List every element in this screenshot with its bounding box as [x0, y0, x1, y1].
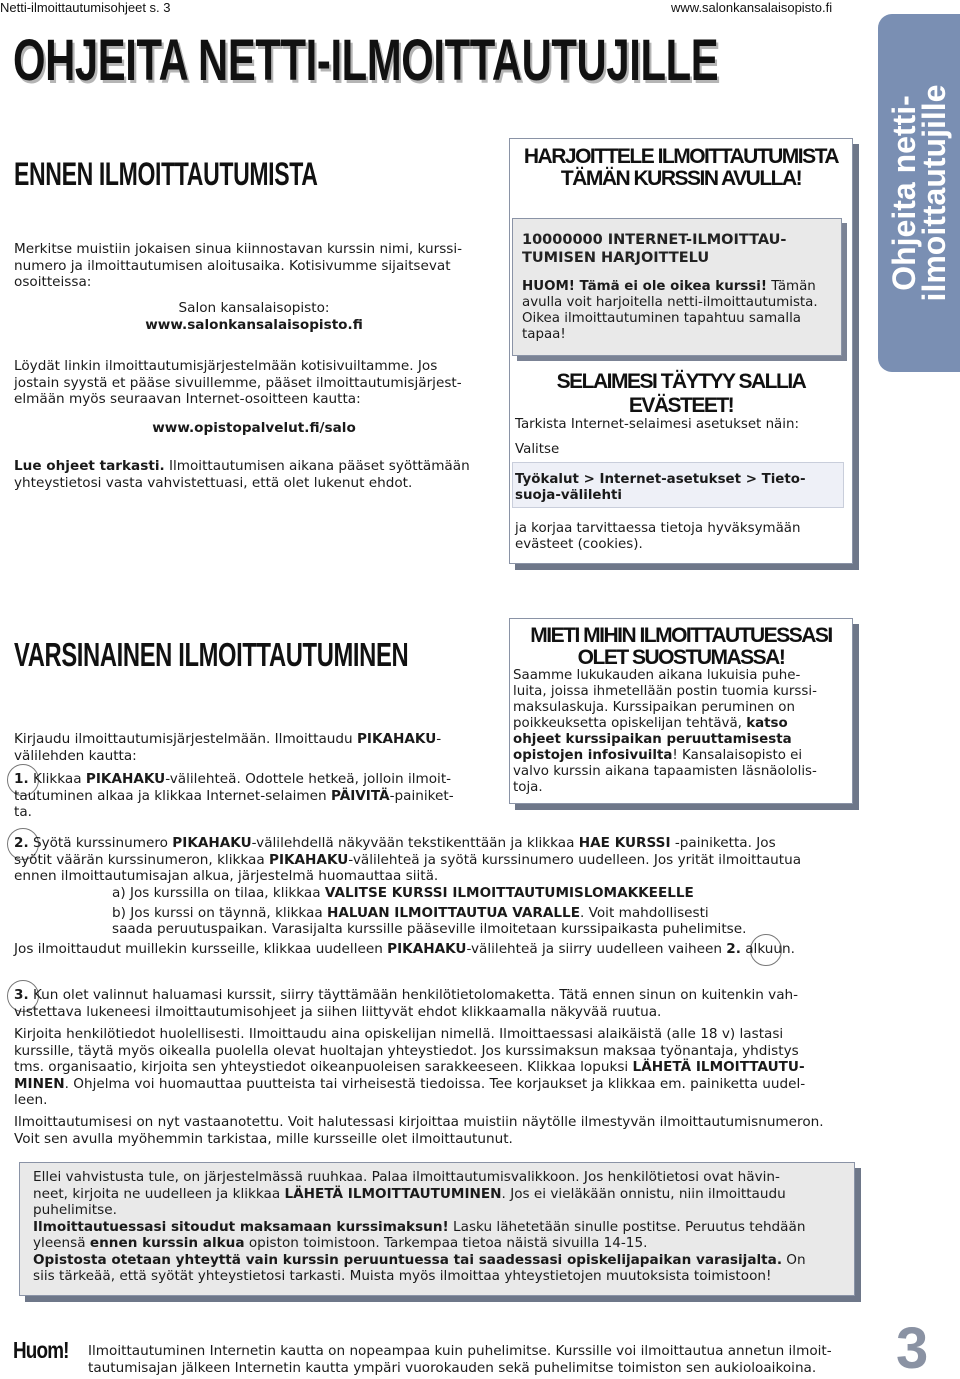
practice-heading: HARJOITTELE ILMOITTAUTUMISTA TÄMÄN KURSSIN AVULLA! — [523, 145, 839, 190]
before-intro: Merkitse muistiin jokaisen sinua kiinnostavan kurssin nimi, kurssi- numero ja ilmoittautumisen aloitusaika. Kotisivumme sijaitsevat osoitteissa: — [14, 241, 463, 290]
step-2: 2. Syötä kurssinumero PIKAHAKU-välilehdellä näkyvään tekstikenttään ja klikkaa HAE KURSSI -painiketta. Jos syötit väärän kurssinumeron, klikkaa PIKAHAKU-välilehteä ja syötä kurssinumero uudelleen. Jos yrität ilmoittautua ennen ilmoittautumisajan alkua, järjestelmä huomauttaa siitä. — [14, 835, 802, 884]
cookie-choose: Valitse — [515, 442, 560, 457]
practice-course: 10000000 INTERNET-ILMOITTAU- TUMISEN HARJOITTELU — [522, 232, 787, 266]
site-info: Salon kansalaisopisto: www.salonkansalaisopisto.fi — [145, 300, 363, 333]
think-text: Saamme lukukauden aikana lukuisia puhe- luita, joissa ihmetellään postin tuomia kurssi- maksulaskuja. Kurssipaikan peruminen on poikkeuksetta opiskelijan tehtävä, katso ohjeet kurssipaikan peruuttamisesta opistojen infosivuilta! Kansalaisopisto ei valvo kurssin aikana tapaamisten läsnäololis- toja. — [513, 668, 817, 795]
header-url: www.salonkansalaisopisto.fi — [671, 0, 833, 15]
alt-url: www.opistopalvelut.fi/salo — [152, 420, 356, 436]
before-link-info: Löydät linkin ilmoittautumisjärjestelmään kotisivuiltamme. Jos jostain syystä et pääse sivuillemme, pääset ilmoittautumisjärjest- elmään myös seuraavan Internet-osoitteen kautta: — [14, 358, 462, 407]
cookie-fix: ja korjaa tarvittaessa tietoja hyväksymään evästeet (cookies). — [515, 521, 801, 552]
footer-text: Ilmoittautuminen Internetin kautta on nopeampaa kuin puhelimitse. Kurssille voi ilmoittautua annetun ilmoit- tautumisajan jälkeen Internetin kautta ympäri vuorokauden sekä puhelimitse toimiston sen aukioloaikoina. — [88, 1343, 832, 1376]
side-tab-text: Ohjeita netti- ilmoittautujille — [886, 84, 952, 302]
actual-intro: Kirjaudu ilmoittautumisjärjestelmään. Ilmoittaudu PIKAHAKU- välilehden kautta: — [14, 731, 442, 764]
confirm-text: Ellei vahvistusta tule, on järjestelmässä ruuhkaa. Palaa ilmoittautumisvalikkoon. Jos henkilötietosi ovat hävin- neet, kirjoita ne uudelleen ja klikkaa LÄHETÄ ILMOITTAUTUMINEN. Jos ei vieläkään onnistu, niin ilmoittaudu puhelimitse. Ilmoittautuessasi sitoudut maksamaan kurssimaksun! Lasku lähetetään sinulle postitse. Peruutus tehdään yleensä ennen kurssin alkua opiston toimistoon. Tarkempaa tietoa näistä sivuilla 14-15. Opistosta otetaan yhteyttä vain kurssin peruuntuessa tai saadessasi opiskelijapaikan varasijalta. On siis tärkeää, että syötät yhteystietosi tarkasti. Muista myös ilmoittaa yhteystietojen muutoksista toimistoon! — [33, 1169, 806, 1284]
step-3-done: Ilmoittautumisesi on nyt vastaanotettu. Voit halutessasi kirjoittaa muistiin näytölle ilmestyvän ilmoittautumisnumeron. Voit sen avulla myöhemmin tarkistaa, mille kursseille olet ilmoittautunut. — [14, 1114, 824, 1147]
page-title: OHJEITA NETTI-ILMOITTAUTUJILLE — [13, 28, 719, 93]
step-3-details: Kirjoita henkilötiedot huolellisesti. Ilmoittaudu aina opiskelijan nimellä. Ilmoittaessasi alaikäistä (alle 18 v) lastasi kurssille, täytä myös oikealla puolella olevat huoltajan yhteystiedot. Jos kurssimaksun maksaa työnantaja, yhdistys tms. organisaatio, kirjoita sen yhteystiedot oikeanpuoleisen sarakkeeseen. Klikkaa lopuksi LÄHETÄ ILMOITTAUTU- MINEN. Ohjelma voi huomauttaa puutteista tai virheisestä tiedoissa. Tee korjaukset ja klikkaa em. painiketta uudel- leen. — [14, 1026, 806, 1108]
page-number: 3 — [896, 1316, 929, 1379]
section-heading-actual: VARSINAINEN ILMOITTAUTUMINEN — [14, 636, 409, 673]
cookie-heading: SELAIMESI TÄYTYY SALLIA EVÄSTEET! — [556, 370, 806, 417]
header-left: Netti-ilmoittautumisohjeet s. 3 — [0, 0, 171, 15]
step-3: 3. Kun olet valinnut haluamasi kurssit, siirry täyttämään henkilötietolomaketta. Tätä ennen sinun on kuitenkin vah- vistettava lukeneesi ilmoittautumisohjeet ja siihen liittyvät ehdot klikkaamalla näkyvää ruutua. — [14, 987, 799, 1020]
practice-note: HUOM! Tämä ei ole oikea kurssi! Tämän avulla voit harjoitella netti-ilmoittautumista. Oikea ilmoittautuminen tapahtuu samalla tapaa! — [522, 279, 818, 342]
section-heading-before: ENNEN ILMOITTAUTUMISTA — [14, 156, 318, 192]
cookie-check: Tarkista Internet-selaimesi asetukset näin: — [515, 417, 799, 432]
cookie-path: Työkalut > Internet-asetukset > Tieto- suoja-välilehti — [515, 472, 806, 503]
step-2-options: a) Jos kurssilla on tilaa, klikkaa VALITSE KURSSI ILMOITTAUTUMISLOMAKKEELLE b) Jos kurssi on täynnä, klikkaa HALUAN ILMOITTAUTUA VARALLE. Voit mahdollisesti saada peruutuspaikan. Varasijalta kurssille pääseville ilmoitetaan kurssipaikasta puhelimitse. — [112, 885, 747, 937]
think-heading: MIETI MIHIN ILMOITTAUTUESSASI OLET SUOSTUMASSA! — [530, 624, 832, 669]
step-2-repeat: Jos ilmoittaudut muillekin kursseille, klikkaa uudelleen PIKAHAKU-välilehteä ja siirry uudelleen vaiheen 2. alkuun. — [14, 941, 795, 957]
read-instructions: Lue ohjeet tarkasti. Ilmoittautumisen aikana pääset syöttämään yhteystietosi vasta vahvistettuasi, että olet lukenut ehdot. — [14, 458, 470, 491]
step-1: 1. Klikkaa PIKAHAKU-välilehteä. Odottele hetkeä, jolloin ilmoit- tautuminen alkaa ja klikkaa Internet-selaimen PÄIVITÄ-painiket- ta. — [14, 771, 454, 820]
footer-huom: Huom! — [13, 1337, 69, 1363]
